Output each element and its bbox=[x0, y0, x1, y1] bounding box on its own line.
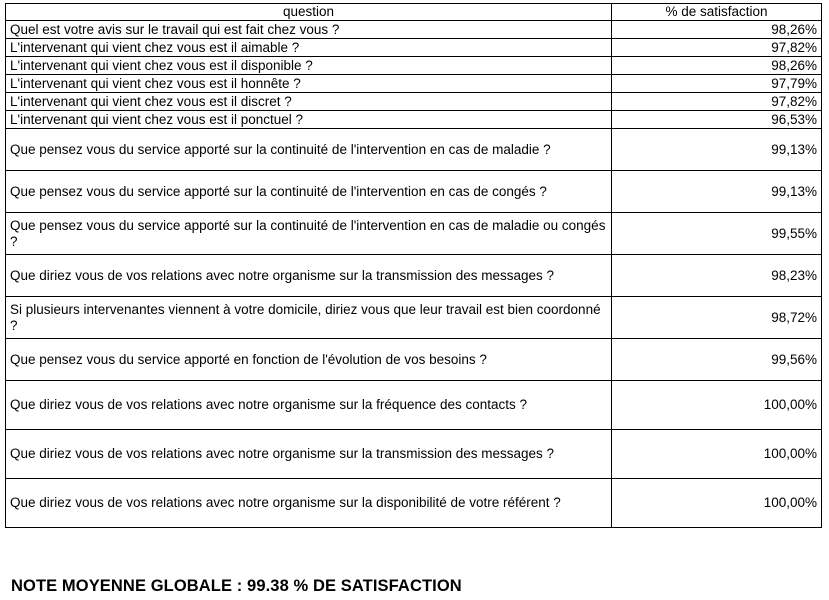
satisfaction-cell: 99,56% bbox=[612, 339, 822, 381]
question-cell: Que diriez vous de vos relations avec notre organisme sur la fréquence des contacts ? bbox=[6, 381, 612, 430]
question-cell: Quel est votre avis sur le travail qui est fait chez vous ? bbox=[6, 21, 612, 39]
satisfaction-cell: 97,79% bbox=[612, 75, 822, 93]
question-cell: Si plusieurs intervenantes viennent à votre domicile, diriez vous que leur travail est bien coordonné ? bbox=[6, 297, 612, 339]
satisfaction-cell: 99,13% bbox=[612, 171, 822, 213]
satisfaction-cell: 100,00% bbox=[612, 479, 822, 528]
table-row bbox=[6, 479, 822, 528]
table-row bbox=[6, 339, 822, 381]
satisfaction-cell: 100,00% bbox=[612, 381, 822, 430]
table-row bbox=[6, 39, 822, 57]
question-cell: Que diriez vous de vos relations avec notre organisme sur la transmission des messages ? bbox=[6, 255, 612, 297]
question-cell: L'intervenant qui vient chez vous est il honnête ? bbox=[6, 75, 612, 93]
table-row bbox=[6, 93, 822, 111]
satisfaction-cell: 99,13% bbox=[612, 129, 822, 171]
table-row bbox=[6, 430, 822, 479]
question-cell: L'intervenant qui vient chez vous est il disponible ? bbox=[6, 57, 612, 75]
satisfaction-cell: 97,82% bbox=[612, 39, 822, 57]
question-cell: L'intervenant qui vient chez vous est il discret ? bbox=[6, 93, 612, 111]
table-row bbox=[6, 381, 822, 430]
question-cell: Que pensez vous du service apporté sur la continuité de l'intervention en cas de maladie ou congés ? bbox=[6, 213, 612, 255]
question-cell: Que pensez vous du service apporté sur la continuité de l'intervention en cas de maladie ? bbox=[6, 129, 612, 171]
table-row bbox=[6, 111, 822, 129]
question-column-header: question bbox=[6, 4, 612, 21]
satisfaction-table bbox=[5, 3, 822, 528]
satisfaction-cell: 100,00% bbox=[612, 430, 822, 479]
question-cell: Que pensez vous du service apporté en fonction de l'évolution de vos besoins ? bbox=[6, 339, 612, 381]
table-row bbox=[6, 297, 822, 339]
question-cell: L'intervenant qui vient chez vous est il ponctuel ? bbox=[6, 111, 612, 129]
satisfaction-cell: 98,72% bbox=[612, 297, 822, 339]
table-row bbox=[6, 21, 822, 39]
global-average-note: NOTE MOYENNE GLOBALE : 99.38 % DE SATISFACTION bbox=[11, 577, 462, 595]
table-row bbox=[6, 255, 822, 297]
satisfaction-column-header: % de satisfaction bbox=[612, 4, 822, 21]
satisfaction-cell: 96,53% bbox=[612, 111, 822, 129]
table-row bbox=[6, 213, 822, 255]
question-cell: L'intervenant qui vient chez vous est il aimable ? bbox=[6, 39, 612, 57]
satisfaction-cell: 98,23% bbox=[612, 255, 822, 297]
table-row bbox=[6, 57, 822, 75]
question-cell: Que diriez vous de vos relations avec notre organisme sur la disponibilité de votre référent ? bbox=[6, 479, 612, 528]
table-row bbox=[6, 75, 822, 93]
question-cell: Que pensez vous du service apporté sur la continuité de l'intervention en cas de congés ? bbox=[6, 171, 612, 213]
satisfaction-cell: 99,55% bbox=[612, 213, 822, 255]
question-cell: Que diriez vous de vos relations avec notre organisme sur la transmission des messages ? bbox=[6, 430, 612, 479]
satisfaction-cell: 98,26% bbox=[612, 57, 822, 75]
table-header-row bbox=[6, 4, 822, 21]
satisfaction-cell: 97,82% bbox=[612, 93, 822, 111]
table-row bbox=[6, 129, 822, 171]
satisfaction-cell: 98,26% bbox=[612, 21, 822, 39]
table-row bbox=[6, 171, 822, 213]
